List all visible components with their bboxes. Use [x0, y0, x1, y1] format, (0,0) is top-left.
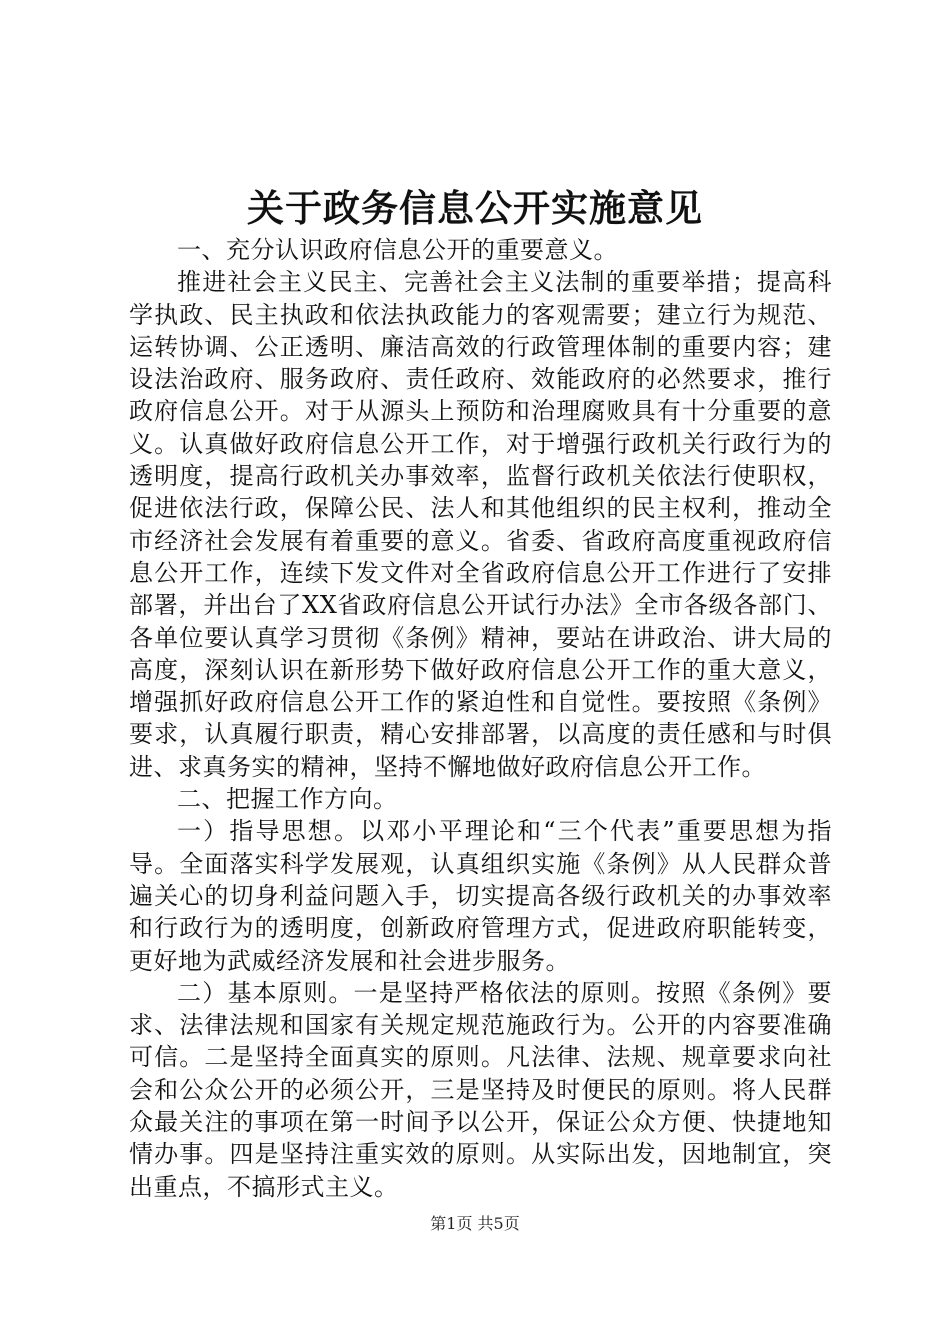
section-heading-1: 一、充分认识政府信息公开的重要意义。 — [177, 236, 618, 264]
document-title: 关于政务信息公开实施意见 — [247, 186, 703, 230]
page-footer: 第1页 共5页 — [430, 1214, 520, 1233]
body-paragraph: 一）指导思想。以邓小平理论和“三个代表”重要思想为指导。全面落实科学发展观，认真组织实施《条例》从人民群众普遍关心的切身利益问题入手，切实提高各级行政机关的办事效率和行政行为的透明度，创新政府管理方式，促进政府职能转变，更好地为武威经济发展和社会进步服务。 — [129, 817, 832, 975]
body-paragraph: 推进社会主义民主、完善社会主义法制的重要举措；提高科学执政、民主执政和依法执政能力的客观需要；建立行为规范、运转协调、公正透明、廉洁高效的行政管理体制的重要内容；建设法治政府、服务政府、责任政府、效能政府的必然要求，推行政府信息公开。对于从源头上预防和治理腐败具有十分重要的意义。认真做好政府信息公开工作，对于增强行政机关行政行为的透明度，提高行政机关办事效率，监督行政机关依法行使职权，促进依法行政，保障公民、法人和其他组织的民主权利，推动全市经济社会发展有着重要的意义。省委、省政府高度重视政府信息公开工作，连续下发文件对全省政府信息公开工作进行了安排部署，并出台了XX省政府信息公开试行办法》全市各级各部门、各单位要认真学习贯彻《条例》精神，要站在讲政治、讲大局的高度，深刻认识在新形势下做好政府信息公开工作的重大意义，增强抓好政府信息公开工作的紧迫性和自觉性。要按照《条例》要求，认真履行职责，精心安排部署，以高度的责任感和与时俱进、求真务实的精神，坚持不懈地做好政府信息公开工作。 — [129, 268, 832, 781]
section-heading-2: 二、把握工作方向。 — [177, 785, 398, 814]
body-paragraph: 二）基本原则。一是坚持严格依法的原则。按照《条例》要求、法律法规和国家有关规定规范施政行为。公开的内容要准确可信。二是坚持全面真实的原则。凡法律、法规、规章要求向社会和公众公开的必须公开，三是坚持及时便民的原则。将人民群众最关注的事项在第一时间予以公开，保证公众方便、快捷地知情办事。四是坚持注重实效的原则。从实际出发，因地制宜，突出重点，不搞形式主义。 — [129, 978, 832, 1201]
document-body — [129, 234, 832, 1203]
